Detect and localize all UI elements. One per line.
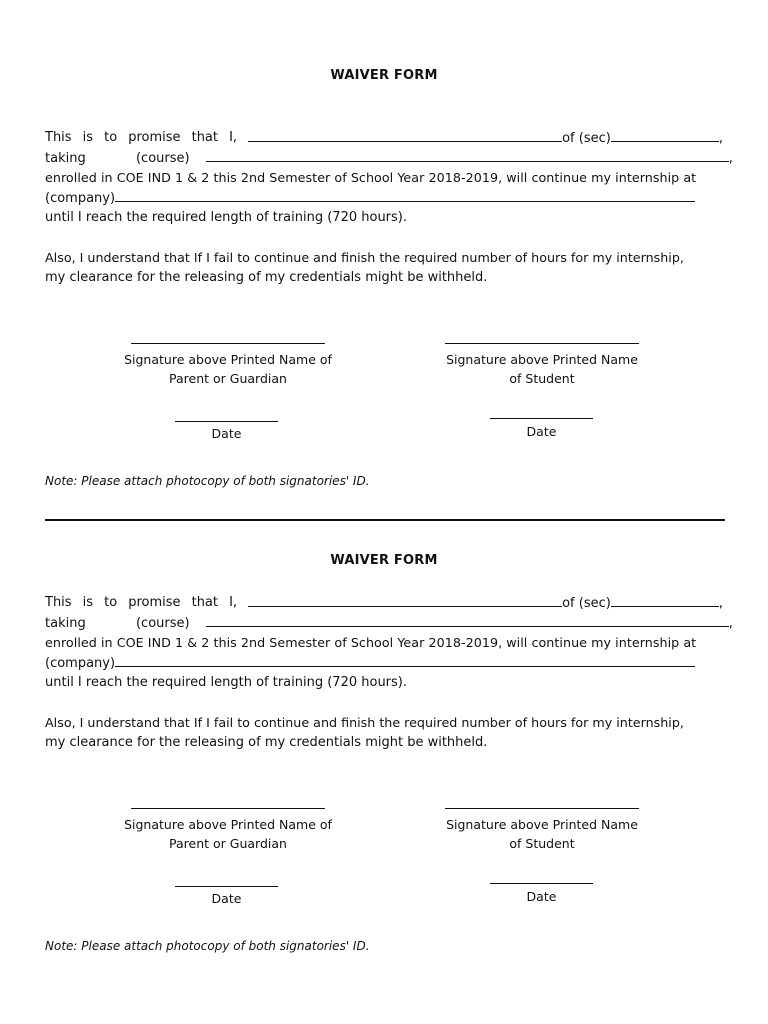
parent-signature-label-2: Parent or Guardian <box>169 371 287 386</box>
clearance-line-1: Also, I understand that If I fail to continue and finish the required number of hours for my internship, <box>45 715 684 730</box>
company-blank[interactable] <box>115 653 695 667</box>
name-blank[interactable] <box>248 128 562 142</box>
clearance-line-2: my clearance for the releasing of my credentials might be withheld. <box>45 270 488 285</box>
promise-line <box>45 593 723 613</box>
until-line: until I reach the required length of training (720 hours). <box>45 675 408 690</box>
comma: , <box>728 151 733 166</box>
text-that: that <box>191 595 218 610</box>
name-blank[interactable] <box>248 593 562 607</box>
form-title: WAIVER FORM <box>330 553 438 568</box>
until-line: until I reach the required length of training (720 hours). <box>45 210 408 225</box>
text-is: is <box>82 130 94 145</box>
parent-date-line[interactable] <box>175 886 278 887</box>
student-date-label: Date <box>526 424 557 439</box>
course-blank[interactable] <box>206 148 729 162</box>
enrolled-line: enrolled in COE IND 1 & 2 this 2nd Semester of School Year 2018-2019, will continue my internship at <box>45 635 697 650</box>
clearance-line-2: my clearance for the releasing of my credentials might be withheld. <box>45 735 488 750</box>
comma: , <box>718 131 723 146</box>
form-title: WAIVER FORM <box>330 68 438 83</box>
text-of-sec: of (sec) <box>562 131 611 146</box>
text-this: This <box>45 130 72 145</box>
student-date-label: Date <box>526 889 557 904</box>
student-signature-block <box>432 343 652 388</box>
parent-date-label: Date <box>211 426 242 441</box>
comma: , <box>728 616 733 631</box>
student-signature-label-2: of Student <box>509 371 575 386</box>
company-line <box>45 188 723 208</box>
text-company: (company) <box>45 656 116 671</box>
clearance-line-1: Also, I understand that If I fail to continue and finish the required number of hours for my internship, <box>45 250 684 265</box>
parent-signature-label-1: Signature above Printed Name of <box>124 352 332 367</box>
text-taking: taking <box>45 616 86 631</box>
company-line <box>45 653 723 673</box>
attachment-note: Note: Please attach photocopy of both signatories' ID. <box>45 474 370 488</box>
parent-signature-line[interactable] <box>131 808 325 809</box>
promise-line <box>45 128 723 148</box>
enrolled-line: enrolled in COE IND 1 & 2 this 2nd Semester of School Year 2018-2019, will continue my internship at <box>45 170 697 185</box>
text-course: (course) <box>135 151 190 166</box>
student-date-line[interactable] <box>490 883 593 884</box>
text-promise: promise <box>128 130 181 145</box>
text-this: This <box>45 595 72 610</box>
text-company: (company) <box>45 191 116 206</box>
parent-date-line[interactable] <box>175 421 278 422</box>
course-blank[interactable] <box>206 613 729 627</box>
course-line <box>45 148 733 168</box>
waiver-form-1 <box>0 0 768 488</box>
text-to: to <box>104 130 118 145</box>
parent-date-label: Date <box>211 891 242 906</box>
student-signature-label-2: of Student <box>509 836 575 851</box>
parent-signature-block <box>118 808 338 853</box>
text-i: I, <box>229 595 238 610</box>
comma: , <box>718 596 723 611</box>
text-to: to <box>104 595 118 610</box>
text-promise: promise <box>128 595 181 610</box>
student-signature-line[interactable] <box>445 808 639 809</box>
company-blank[interactable] <box>115 188 695 202</box>
student-signature-label-1: Signature above Printed Name <box>446 352 638 367</box>
text-course: (course) <box>135 616 190 631</box>
parent-signature-label-1: Signature above Printed Name of <box>124 817 332 832</box>
waiver-form-2 <box>0 465 768 953</box>
text-is: is <box>82 595 94 610</box>
student-signature-label-1: Signature above Printed Name <box>446 817 638 832</box>
student-signature-block <box>432 808 652 853</box>
parent-signature-label-2: Parent or Guardian <box>169 836 287 851</box>
course-line <box>45 613 733 633</box>
student-signature-line[interactable] <box>445 343 639 344</box>
text-i: I, <box>229 130 238 145</box>
text-that: that <box>191 130 218 145</box>
text-taking: taking <box>45 151 86 166</box>
section-blank[interactable] <box>611 593 719 607</box>
parent-signature-line[interactable] <box>131 343 325 344</box>
section-blank[interactable] <box>611 128 719 142</box>
text-of-sec: of (sec) <box>562 596 611 611</box>
student-date-line[interactable] <box>490 418 593 419</box>
parent-signature-block <box>118 343 338 388</box>
attachment-note: Note: Please attach photocopy of both signatories' ID. <box>45 939 370 953</box>
